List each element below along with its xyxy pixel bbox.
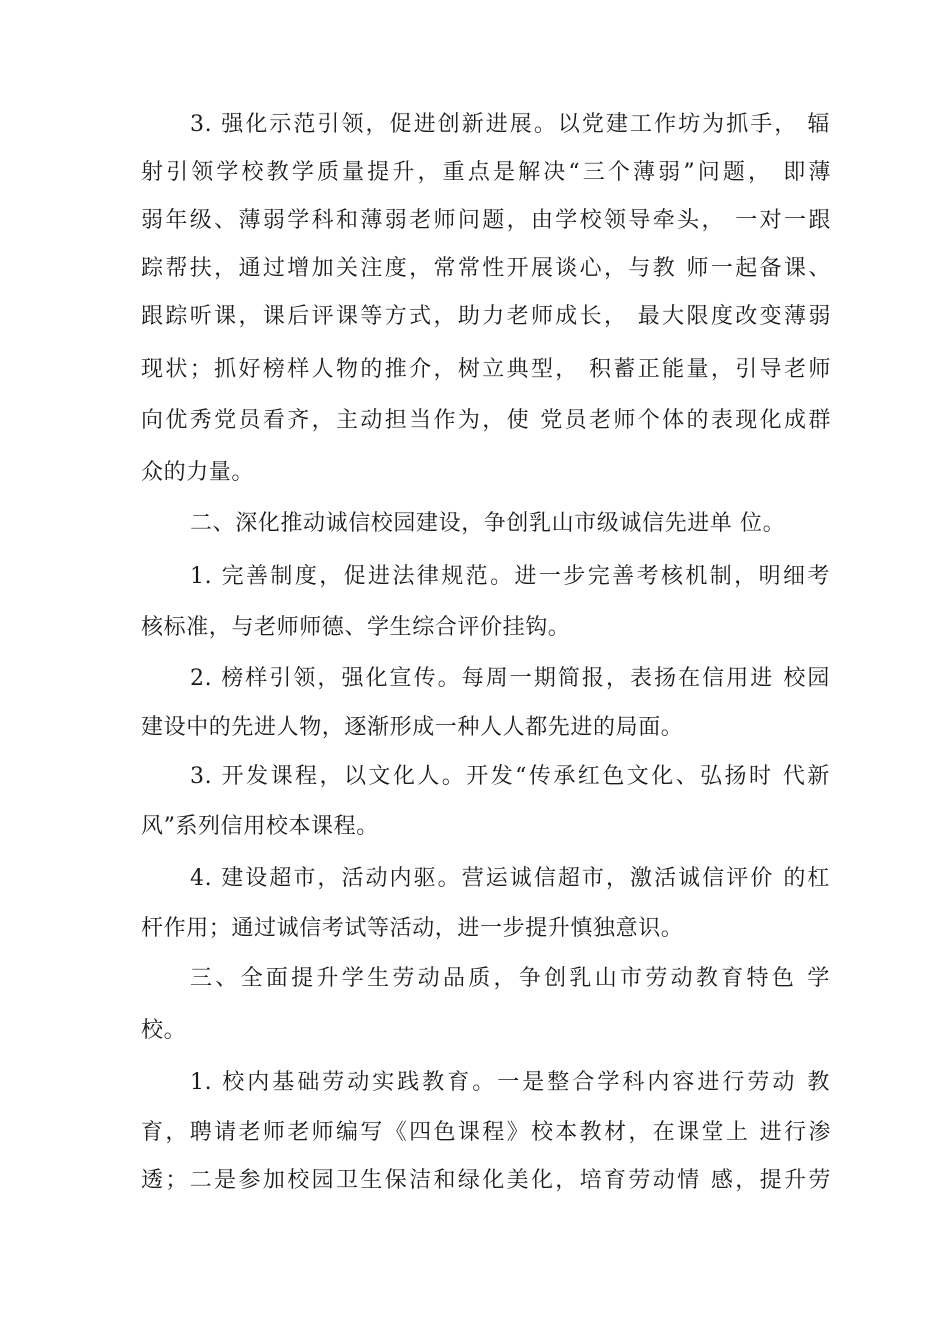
text-line: 1. 校内基础劳动实践教育。一是整合学科内容进行劳动 教 xyxy=(190,1070,830,1095)
text-line: 4. 建设超市，活动内驱。营运诚信超市，激活诚信评价 的杠 xyxy=(190,866,830,891)
text-line: 3. 强化示范引领，促进创新进展。以党建工作坊为抓手， 辐 xyxy=(190,112,830,137)
section-heading: 三、全面提升学生劳动品质，争创乳山市劳动教育特色 学 xyxy=(190,966,830,991)
section-heading: 校。 xyxy=(141,1018,187,1043)
text-line: 2. 榜样引领，强化宣传。每周一期简报，表扬在信用进 校园 xyxy=(190,666,830,691)
text-line: 建设中的先进人物，逐渐形成一种人人都先进的局面。 xyxy=(141,715,684,740)
text-line: 现状；抓好榜样人物的推介，树立典型， 积蓄正能量，引导老师 xyxy=(141,357,831,382)
text-line: 3. 开发课程，以文化人。开发“传承红色文化、弘扬时 代新 xyxy=(190,764,830,789)
text-line: 杆作用；通过诚信考试等活动，进一步提升慎独意识。 xyxy=(141,916,684,941)
text-line: 弱年级、薄弱学科和薄弱老师问题，由学校领导牵头， 一对一跟 xyxy=(141,208,831,233)
text-line: 向优秀党员看齐，主动担当作为，使 党员老师个体的表现化成群 xyxy=(141,408,831,433)
text-line: 透；二是参加校园卫生保洁和绿化美化，培育劳动情 感，提升劳 xyxy=(141,1168,831,1193)
text-line: 踪帮扶，通过增加关注度，常常性开展谈心，与教 师一起备课、 xyxy=(141,256,831,281)
text-line: 核标准，与老师师德、学生综合评价挂钩。 xyxy=(141,615,571,640)
text-line: 射引领学校教学质量提升，重点是解决“三个薄弱”问题， 即薄 xyxy=(141,160,831,185)
text-line: 风”系列信用校本课程。 xyxy=(141,814,379,839)
text-line: 众的力量。 xyxy=(141,460,255,485)
text-line: 1. 完善制度，促进法律规范。进一步完善考核机制，明细考 xyxy=(190,564,830,589)
section-heading: 二、深化推动诚信校园建设，争创乳山市级诚信先进单 位。 xyxy=(190,511,786,536)
text-line: 育，聘请老师老师编写《四色课程》校本教材，在课堂上 进行渗 xyxy=(141,1120,831,1145)
text-line: 跟踪听课，课后评课等方式，助力老师成长， 最大限度改变薄弱 xyxy=(141,304,831,329)
